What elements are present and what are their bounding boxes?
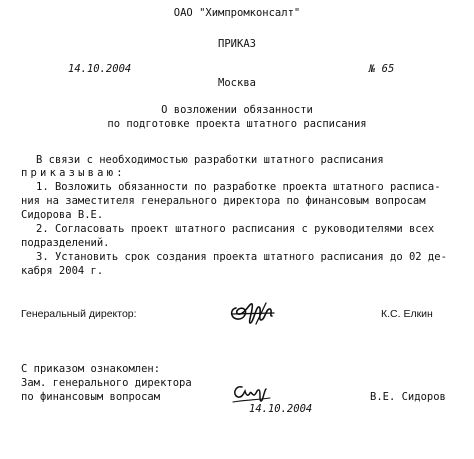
director-title: Генеральный директор: (21, 308, 137, 320)
order-word: приказываю: (21, 167, 126, 179)
acquaintance-date: 14.10.2004 (249, 403, 313, 415)
document-type: ПРИКАЗ (218, 38, 256, 50)
item-1-line-2: ния на заместителя генерального директора по финансовым вопросам (21, 195, 426, 207)
acquaintance-position-line-1: Зам. генерального директора (21, 377, 192, 389)
order-number: № 65 (369, 63, 395, 75)
company-name: ОАО "Химпромконсалт" (173, 7, 301, 19)
city: Москва (218, 77, 256, 89)
order-date: 14.10.2004 (68, 63, 132, 75)
subject-line-1: О возложении обязанности (161, 104, 313, 116)
director-signature-icon (226, 298, 278, 328)
item-3-line-1: 3. Установить срок создания проекта штатного расписания до 02 де- (36, 251, 447, 263)
item-1-line-3: Сидорова В.Е. (21, 209, 104, 221)
deputy-signature-icon (230, 381, 272, 405)
intro-line: В связи с необходимостью разработки штатного расписания (36, 154, 384, 166)
acquaintance-heading: С приказом ознакомлен: (21, 363, 161, 375)
acquaintance-position-line-2: по финансовым вопросам (21, 391, 161, 403)
acquaintance-name: В.Е. Сидоров (370, 391, 446, 403)
item-1-line-1: 1. Возложить обязанности по разработке проекта штатного расписа- (36, 181, 441, 193)
item-2-line-2: подразделений. (21, 237, 110, 249)
director-name: К.С. Елкин (381, 308, 433, 320)
item-2-line-1: 2. Согласовать проект штатного расписания с руководителями всех (36, 223, 435, 235)
item-3-line-2: кабря 2004 г. (21, 265, 104, 277)
subject-line-2: по подготовке проекта штатного расписания (107, 118, 367, 130)
